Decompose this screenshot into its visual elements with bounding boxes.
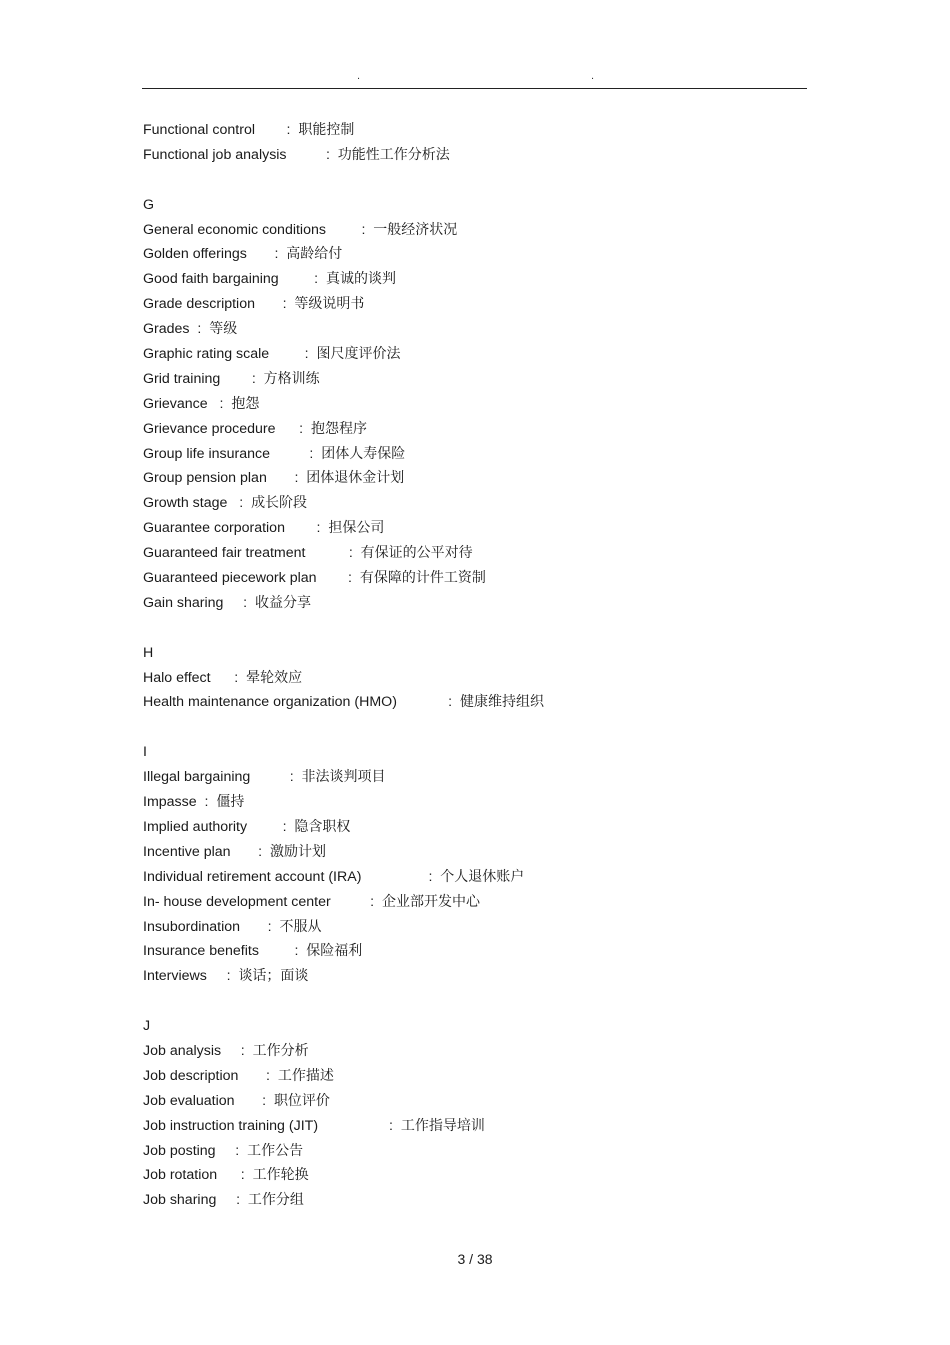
entry-separator: : (231, 1142, 248, 1159)
entry-spacing (211, 670, 231, 686)
entry-translation: 等级说明书 (294, 296, 365, 313)
entry-translation: 非法谈判项目 (301, 769, 386, 786)
entry-separator: : (366, 893, 382, 910)
entry-term: In- house development center (143, 893, 331, 910)
entry-translation: 健康维持组织 (460, 694, 545, 711)
entry-translation: 工作轮换 (252, 1167, 309, 1184)
entry-term: Grade description (143, 296, 255, 313)
glossary-entry (143, 690, 823, 715)
entry-translation: 图尺度评价法 (316, 346, 401, 363)
entry-term: Good faith bargaining (143, 271, 279, 288)
entry-translation: 担保公司 (328, 520, 385, 537)
glossary-entry (143, 790, 823, 815)
entry-translation: 抱怨 (231, 395, 260, 412)
entry-term: Grievance (143, 395, 208, 412)
entry-spacing (305, 545, 344, 561)
entry-term: Group pension plan (143, 470, 267, 487)
entry-separator: : (222, 968, 239, 985)
header-dot-left: . (357, 70, 361, 82)
entry-translation: 方格训练 (263, 370, 320, 387)
entry-spacing (223, 595, 239, 611)
entry-term: Guaranteed piecework plan (143, 570, 317, 587)
entry-separator: : (232, 1192, 248, 1209)
entry-spacing (318, 1118, 385, 1134)
entry-translation: 等级 (209, 321, 238, 338)
entry-translation: 晕轮效应 (246, 669, 303, 686)
entry-separator: : (300, 346, 317, 363)
glossary-entry (143, 566, 823, 591)
entry-translation: 有保障的计件工资制 (359, 570, 486, 587)
entry-separator: : (285, 769, 302, 786)
entry-separator: : (444, 694, 461, 711)
entry-term: Grid training (143, 370, 221, 387)
entry-translation: 工作分析 (252, 1042, 309, 1059)
entry-term: Incentive plan (143, 843, 231, 860)
entry-translation: 成长阶段 (251, 495, 308, 512)
entry-spacing (285, 520, 313, 536)
entry-separator: : (305, 445, 322, 462)
entry-separator: : (385, 1117, 401, 1134)
entry-term: Interviews (143, 968, 207, 985)
entry-separator: : (254, 843, 270, 860)
entry-translation: 工作指导培训 (400, 1117, 485, 1134)
entry-spacing (326, 222, 358, 238)
entry-term: Insurance benefits (143, 943, 259, 960)
entry-spacing (317, 570, 345, 586)
glossary-entry (143, 466, 823, 491)
entry-separator: : (312, 520, 329, 537)
entry-spacing (279, 271, 311, 287)
spacer (143, 989, 823, 1014)
entry-separator: : (262, 1067, 278, 1084)
entry-term: Halo effect (143, 669, 211, 686)
glossary-entry (143, 1089, 823, 1114)
entry-translation: 僵持 (216, 794, 245, 811)
glossary-entry (143, 342, 823, 367)
entry-separator: : (278, 296, 295, 313)
section-heading: I (143, 744, 147, 761)
glossary-entry (143, 143, 823, 168)
glossary-entry (143, 516, 823, 541)
entry-term: Implied authority (143, 818, 248, 835)
entry-spacing (255, 296, 279, 312)
entry-term: Gain sharing (143, 594, 224, 611)
glossary-entry (143, 218, 823, 243)
entry-spacing (207, 968, 223, 984)
entry-spacing (361, 869, 424, 885)
entry-separator: : (270, 246, 287, 263)
entry-term: Grades (143, 321, 190, 338)
entry-separator: : (278, 818, 295, 835)
entry-translation: 激励计划 (270, 843, 326, 860)
entry-translation: 工作公告 (247, 1142, 304, 1159)
entry-translation: 谈话；面谈 (238, 968, 309, 985)
entry-separator: : (200, 794, 217, 811)
spacer (143, 168, 823, 193)
entry-term: Grievance procedure (143, 420, 276, 437)
entry-separator: : (258, 1092, 274, 1109)
entry-translation: 职能控制 (298, 122, 355, 138)
glossary-entry (143, 1188, 823, 1213)
entry-term: Functional control (143, 122, 255, 138)
glossary-entry (143, 1039, 823, 1064)
entry-translation: 团体人寿保险 (321, 445, 406, 462)
glossary-entry (143, 242, 823, 267)
glossary-entry (143, 1114, 823, 1139)
entry-spacing (220, 371, 248, 387)
entry-separator: : (344, 570, 360, 587)
entry-translation: 工作分组 (247, 1192, 304, 1209)
glossary-entry (143, 840, 823, 865)
entry-term: Illegal bargaining (143, 769, 251, 786)
entry-term: Guarantee corporation (143, 520, 285, 537)
entry-translation: 不服从 (279, 918, 322, 935)
entry-term: Impasse (143, 794, 197, 811)
glossary-entry (143, 317, 823, 342)
entry-spacing (227, 495, 235, 511)
entry-translation: 一般经济状况 (373, 221, 458, 238)
entry-separator: : (263, 918, 280, 935)
entry-translation: 隐含职权 (294, 818, 351, 835)
entry-translation: 真诚的谈判 (326, 271, 396, 288)
spacer (143, 715, 823, 740)
entry-term: Job rotation (143, 1167, 218, 1184)
entry-translation: 高龄给付 (286, 246, 343, 263)
page-number: 3 / 38 (457, 1251, 493, 1267)
entry-term: Health maintenance organization (HMO) (143, 694, 397, 711)
glossary-entry (143, 939, 823, 964)
entry-term: Job sharing (143, 1192, 217, 1209)
section-heading: G (143, 196, 155, 213)
entry-separator: : (215, 395, 232, 412)
glossary-entry (143, 915, 823, 940)
entry-spacing (216, 1143, 232, 1159)
entry-translation: 收益分享 (255, 594, 312, 611)
entry-separator: : (322, 146, 338, 163)
entry-separator: : (236, 1167, 253, 1184)
entry-spacing (259, 943, 291, 959)
glossary-entry (143, 591, 823, 616)
entry-separator: : (239, 594, 256, 611)
entry-spacing (217, 1167, 237, 1183)
entry-translation: 有保证的公平对待 (360, 545, 473, 562)
entry-separator: : (295, 420, 311, 437)
entry-spacing (238, 1068, 262, 1084)
entry-spacing (240, 919, 264, 935)
section-heading: J (143, 1018, 151, 1035)
entry-spacing (276, 421, 296, 437)
entry-translation: 抱怨程序 (311, 420, 367, 437)
entry-spacing (235, 1093, 259, 1109)
glossary-entry (143, 118, 823, 143)
entry-translation: 保险福利 (306, 943, 363, 960)
entry-term: Individual retirement account (IRA) (143, 868, 362, 885)
glossary-entry (143, 765, 823, 790)
entry-translation: 团体退休金计划 (306, 470, 405, 487)
entry-term: Job description (143, 1067, 239, 1084)
entry-separator: : (193, 321, 210, 338)
glossary-entry (143, 417, 823, 442)
entry-term: General economic conditions (143, 221, 326, 238)
entry-spacing (397, 694, 444, 710)
entry-separator: : (290, 943, 307, 960)
entry-separator: : (290, 470, 307, 487)
glossary-entry (143, 367, 823, 392)
glossary-entry (143, 666, 823, 691)
entry-term: Graphic rating scale (143, 346, 270, 363)
entry-translation: 职位评价 (273, 1092, 330, 1109)
entry-separator: : (310, 271, 326, 288)
entry-separator: : (357, 221, 374, 238)
entry-term: Group life insurance (143, 445, 270, 462)
glossary-entry (143, 267, 823, 292)
entry-separator: : (344, 545, 361, 562)
glossary-entry (143, 1163, 823, 1188)
entry-translation: 功能性工作分析法 (337, 146, 450, 163)
glossary-entry (143, 890, 823, 915)
entry-spacing (270, 446, 305, 462)
entry-spacing (250, 769, 285, 785)
entry-separator: : (230, 669, 247, 686)
header-rule (142, 88, 807, 89)
entry-translation: 企业部开发中心 (381, 893, 480, 910)
entry-translation: 工作描述 (277, 1067, 334, 1084)
glossary-entry (143, 541, 823, 566)
entry-separator: : (236, 1042, 253, 1059)
entry-spacing (247, 819, 279, 835)
entry-separator: : (247, 370, 264, 387)
entry-spacing (287, 147, 322, 163)
glossary-entry (143, 815, 823, 840)
entry-term: Insubordination (143, 918, 241, 935)
entry-separator: : (282, 122, 299, 138)
glossary-entry (143, 1064, 823, 1089)
entry-spacing (267, 470, 291, 486)
glossary-entry (143, 491, 823, 516)
entry-term: Guaranteed fair treatment (143, 545, 306, 562)
entry-spacing (331, 894, 366, 910)
header-dot-right: . (591, 70, 595, 82)
entry-spacing (208, 396, 216, 412)
entry-separator: : (235, 495, 252, 512)
spacer (143, 616, 823, 641)
entry-term: Functional job analysis (143, 146, 287, 163)
entry-term: Job evaluation (143, 1092, 235, 1109)
glossary-entry (143, 1139, 823, 1164)
entry-term: Golden offerings (143, 246, 247, 263)
entry-term: Growth stage (143, 495, 228, 512)
glossary-entry (143, 292, 823, 317)
entry-spacing (247, 246, 271, 262)
glossary-list (143, 118, 823, 1213)
entry-separator: : (424, 868, 441, 885)
entry-spacing (221, 1043, 237, 1059)
entry-term: Job analysis (143, 1042, 222, 1059)
entry-spacing (231, 844, 255, 860)
entry-spacing (216, 1192, 232, 1208)
section-heading: H (143, 644, 154, 661)
entry-spacing (269, 346, 301, 362)
entry-spacing (255, 122, 283, 138)
entry-term: Job posting (143, 1142, 216, 1159)
glossary-entry (143, 964, 823, 989)
glossary-entry (143, 392, 823, 417)
entry-term: Job instruction training (JIT) (143, 1117, 319, 1134)
glossary-entry (143, 865, 823, 890)
glossary-entry (143, 442, 823, 467)
entry-translation: 个人退休账户 (440, 868, 525, 885)
